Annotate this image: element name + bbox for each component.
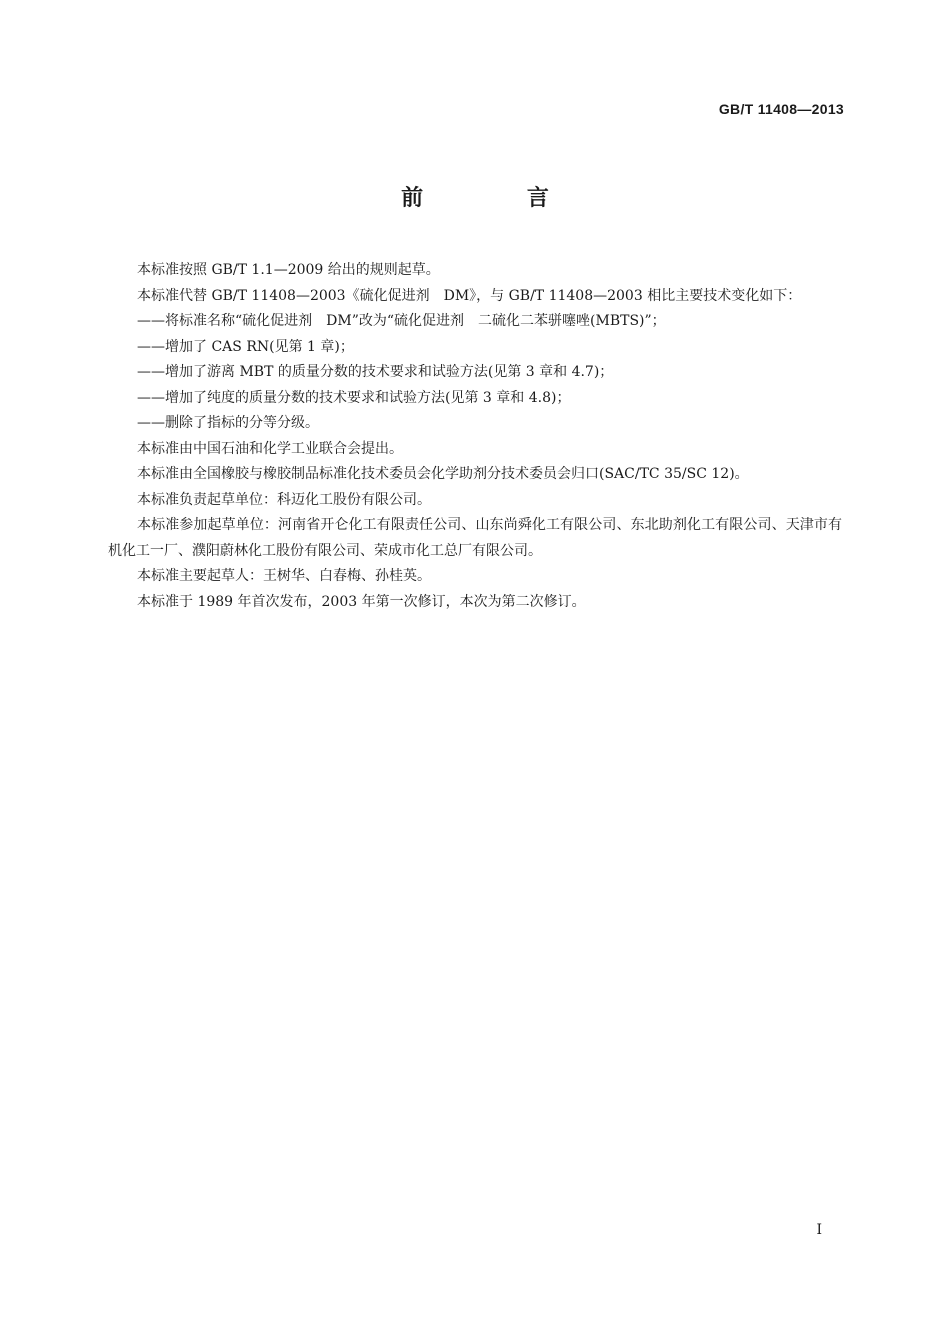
change-item: ——增加了游离 MBT 的质量分数的技术要求和试验方法(见第 3 章和 4.7)； — [137, 364, 614, 380]
change-item: ——删除了指标的分等分级。 — [137, 415, 319, 431]
paragraph: 本标准负责起草单位：科迈化工股份有限公司。 — [137, 491, 431, 508]
page-title: 前 言 — [401, 186, 597, 211]
document-body — [108, 258, 842, 615]
paragraph: 本标准按照 GB/T 1.1—2009 给出的规则起草。 — [137, 262, 440, 278]
standard-code: GB/T 11408—2013 — [718, 101, 844, 117]
page-number: I — [816, 1222, 822, 1238]
paragraph: 本标准由中国石油和化学工业联合会提出。 — [137, 440, 403, 457]
paragraph: 本标准主要起草人：王树华、白春梅、孙桂英。 — [137, 568, 431, 584]
paragraph: 本标准参加起草单位：河南省开仑化工有限责任公司、山东尚舜化工有限公司、东北助剂化工有限公司、天津市有机化工一厂、濮阳蔚林化工股份有限公司、荣成市化工总厂有限公司。 — [108, 517, 842, 559]
paragraph: 本标准代替 GB/T 11408—2003《硫化促进剂 DM》，与 GB/T 11408—2003 相比主要技术变化如下： — [137, 287, 802, 304]
paragraph: 本标准于 1989 年首次发布，2003 年第一次修订，本次为第二次修订。 — [137, 593, 586, 610]
change-item: ——将标准名称“硫化促进剂 DM”改为“硫化促进剂 二硫化二苯骈噻唑(MBTS)”； — [137, 313, 666, 329]
change-item: ——增加了 CAS RN(见第 1 章)； — [137, 338, 354, 355]
paragraph: 本标准由全国橡胶与橡胶制品标准化技术委员会化学助剂分技术委员会归口(SAC/TC 35/SC 12)。 — [137, 466, 749, 482]
change-item: ——增加了纯度的质量分数的技术要求和试验方法(见第 3 章和 4.8)； — [137, 389, 571, 406]
